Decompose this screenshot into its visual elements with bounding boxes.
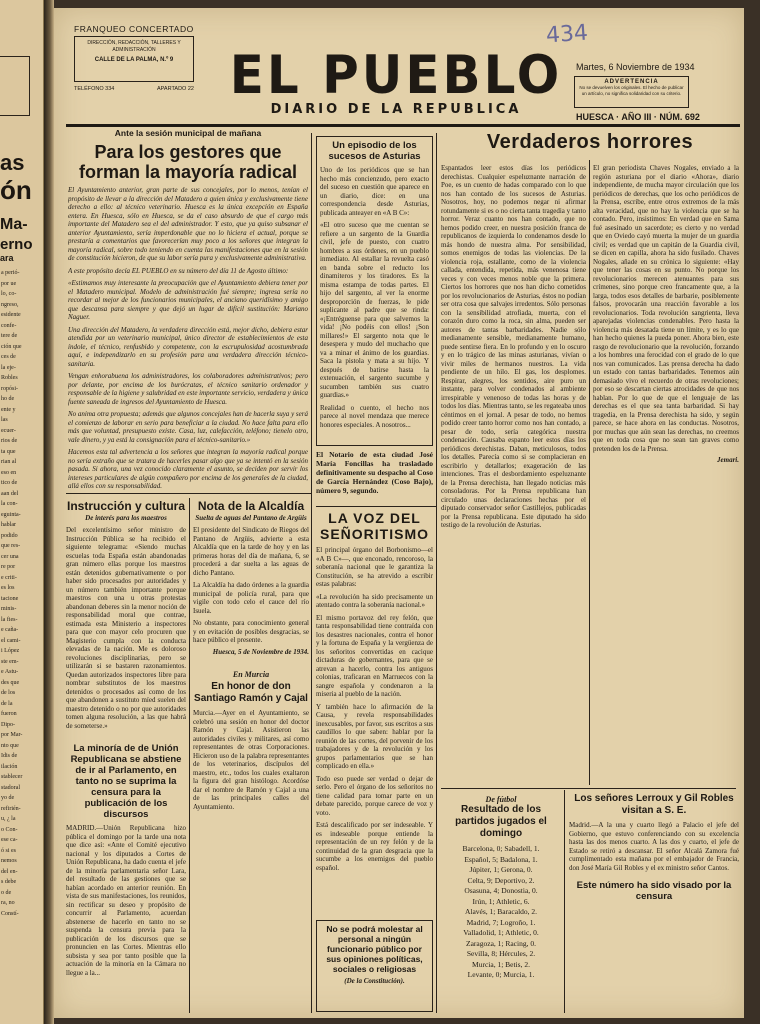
- left-line: yo de: [1, 795, 15, 801]
- article-futbol: [441, 793, 561, 1013]
- article-paragraph: «La revolución ha sido precisamente un atentado contra la soberanía nacional.»: [316, 592, 433, 609]
- constitution-box: [316, 920, 433, 1012]
- article-paragraph: Murcia.—Ayer en el Ayuntamiento, se celebró una sesión en honor del doctor Ramón y Cajal. Asistieron las autoridades civiles y militares, así como representantes de otras Corporaciones. Hicieron uso de la palabra representantes de los veterinarios, discípulos del maestro, etc., todos los cuales exaltaron la figura del gran histólogo. Acordóse dar el nombre de Ramón y Cajal a una de las principales calles del Ayuntamiento.: [193, 709, 309, 811]
- result-line: Barcelona, 0; Sabadell, 1.: [462, 844, 540, 853]
- left-line: por ue: [1, 280, 17, 287]
- left-line: ho de: [1, 396, 15, 402]
- left-stub: ón: [0, 175, 32, 205]
- left-line: e caña-: [1, 627, 19, 633]
- left-line: tacione: [1, 595, 19, 602]
- left-stub: as: [0, 150, 25, 175]
- left-line: re por: [1, 564, 16, 570]
- horrores-col-2: [593, 160, 739, 785]
- article-paragraph: «El otro suceso que me cuentan se refiere a un sargento de la Guardia civil, jefe de puesto, con cuatro hombres a sus órdenes, en un pueblo inmediato. Al estallar la revuelta casó en banda sobre el reducto los dinamiteros y los tiradores. Es la misma estampa de todas partes. El hijo del sargento, al ver la enorme desproporción de fuerzas, le pide suplicante al padre que se rinda: «¡Entréguense para que salvemos la vida! ¡No podéis con ellos! ¡Son millares!» El sargento nota que le desespera y mudo del muchacho que va a minar el ánimo de los guardias. Saca la pistola y mata a su hijo. Y después de batirse hasta la extenuación, el sargento sucumbe y sucumben también sus cuatro guardias.»: [320, 221, 429, 399]
- advert-title: ADVERTENCIA: [604, 79, 659, 85]
- handwritten-number: 434: [545, 20, 589, 49]
- article-kicker: De fútbol: [485, 795, 517, 804]
- article-episodio: [316, 136, 433, 446]
- left-stub: erno: [0, 236, 33, 253]
- left-line: el cami-: [1, 637, 21, 644]
- article-paragraph: No obstante, para conocimiento general y en evitación de posibles desgracias, se hace público el presente.: [193, 619, 309, 644]
- result-line: Celta, 9; Deportivo, 2.: [467, 875, 535, 885]
- article-paragraph: Está descalificado por ser indeseable. Y es indeseable porque entiende la representación de un rey felón y de la continuidad de la gran desgracia que la sucumbe a los enemigos del pueblo español.: [316, 821, 433, 872]
- left-line: refirién-: [1, 805, 21, 812]
- issue-number: HUESCA · AÑO III · NÚM. 692: [576, 112, 700, 122]
- left-line: la con-: [1, 501, 18, 507]
- masthead: [66, 16, 740, 128]
- results-list: [441, 844, 561, 981]
- masthead-rule: [66, 124, 740, 127]
- article-murcia: [193, 668, 309, 1013]
- left-line: rian al: [1, 459, 17, 465]
- address: CALLE DE LA PALMA, N.º 9: [94, 57, 174, 63]
- left-line: cer una: [1, 553, 19, 560]
- article-signature: Huesca, 5 de Noviembre de 1934.: [212, 647, 309, 656]
- column-rule: [589, 160, 590, 785]
- left-line: rios de: [1, 438, 18, 444]
- issue-date: Martes, 6 Noviembre de 1934: [576, 62, 695, 72]
- article-headline: Instrucción y cultura: [66, 500, 186, 513]
- article-alcaldia: [193, 500, 309, 665]
- left-line: ente y: [1, 406, 16, 413]
- horrores-head: [441, 130, 739, 160]
- article-paragraph: No anima otra propuesta; además que algunos concejales han de hacerla suya y será el comienzo de laborar en serio para beneficiar a la ciudad. No hace falta para ello más que voluntad, presupuesto existe. Casa, luz, calefacción, teléfono; tienelo otro, vale dinero, y ya está la consignación para el técnico-sanitario.»: [68, 410, 308, 444]
- article-paragraph: Hacemos esta tal advertencia a los señores que integran la mayoría radical porque no sería extraño que se tratara de hacerles pasar algo que ya se intentó en la sesión pasada. Si ahora, una vez conocido claramente el asunto, se deciden por servir los intereses particulares de algún compañero por encima de los generales de la ciudad, allá ellos con su responsabilidad.: [68, 448, 308, 490]
- franqueo-label: FRANQUEO CONCERTADO: [74, 24, 194, 34]
- left-line: nto que: [1, 742, 19, 749]
- article-signature: Jemari.: [717, 456, 739, 464]
- left-line: stablecer: [1, 774, 23, 780]
- left-line: lo, co-: [1, 291, 17, 297]
- article-subheadline: De interés para los maestros: [85, 514, 167, 522]
- left-line: eso en: [1, 469, 17, 476]
- result-line: Español, 5; Badalona, 1.: [464, 854, 538, 864]
- left-line: Idis de: [1, 753, 18, 759]
- article-paragraph: La Alcaldía ha dado órdenes a la guardia municipal de policía rural, para que vigile con todo celo el cauce del río Isuela.: [193, 581, 309, 615]
- left-line: a perió-: [1, 270, 20, 276]
- left-line: ilación: [1, 763, 18, 770]
- notario-notice: [316, 450, 433, 504]
- adjacent-page: [0, 0, 44, 1024]
- left-line: Robles: [1, 375, 18, 381]
- article-headline: LA VOZ DEL SEÑORITISMO: [319, 510, 429, 542]
- column-rule: [564, 790, 565, 1013]
- constitution-cite: (De la Constitución).: [344, 977, 405, 985]
- left-line: stadoral: [1, 784, 20, 791]
- left-line: fueron: [1, 711, 17, 717]
- left-line: o Con-: [1, 826, 18, 833]
- address-box: [74, 36, 194, 82]
- left-text-column: [0, 268, 22, 919]
- left-line: tico de: [1, 480, 18, 486]
- column-rule: [189, 498, 190, 1013]
- left-line: ste em-: [1, 658, 19, 665]
- newspaper-subtitle: DIARIO DE LA REPUBLICA: [270, 102, 522, 117]
- constitution-text: No se podrá molestar al personal a ningún funcionario público por sus opiniones políticas, sociales o religiosas: [326, 924, 423, 974]
- left-line: ción que: [1, 343, 22, 350]
- left-line: ese ca-: [1, 837, 18, 843]
- left-line: minis-: [1, 606, 17, 612]
- left-line: ecuer-: [1, 427, 16, 434]
- left-line: s debe: [1, 879, 17, 885]
- left-line: des que: [1, 679, 20, 686]
- article-paragraph: A este propósito decía EL PUEBLO en su número del día 11 de Agosto último:: [68, 266, 289, 275]
- left-line: hablar: [1, 522, 16, 528]
- article-paragraph: Uno de los periódicos que se han hecho más concienzudo, pero exacto del suceso en cuestión que aparece en un diario, dice: en una correspondencia desde Asturias, publicada anteayer en «A B C»:: [320, 166, 429, 217]
- result-line: Sevilla, 8; Hércules, 2.: [466, 949, 536, 958]
- left-line: e Astu-: [1, 669, 19, 675]
- result-line: Murcia, 1; Betis, 2.: [472, 959, 530, 969]
- left-line: e criti-: [1, 574, 17, 581]
- row-rule: [316, 506, 436, 507]
- article-headline: Un episodio de los sucesos de Asturias: [328, 140, 421, 162]
- article-paragraph: MADRID.—Unión Republicana hizo pública el domingo por la tarde una nota que dice así: «Ante el Comité ejecutivo nacional y los diputados a Cortes de Unión Republicana, ha dado cuenta el jefe de la minoría parlamentaria señor Lara, del resultado de las gestiones que se habían acordado en anterior reunión. En vista de sus manifestaciones, los reunidos, sin rectificar su deseo y propósito de concurrir al Parlamento, acuerdan abstenerse de hacerlo en tanto no se suspenda la censura previa para la publicación de los discursos que se pronuncien en las Cortes. Mientras ello subsista y sea por tanto posible que la actuación de la minoría en la Cámara no llegue a la...: [66, 824, 186, 977]
- row-rule: [441, 788, 736, 789]
- article-kicker: En Murcia: [232, 670, 270, 679]
- article-lerroux: [569, 793, 739, 1013]
- article-headline: En honor de don Santiago Ramón y Cajal: [194, 681, 308, 704]
- article-headline: La minoría de de Unión Republicana se abstiene de ir al Parlamento, en tanto no se suprima la censura para la publicación de los discursos: [70, 743, 182, 820]
- newspaper-page: [54, 8, 744, 1018]
- censura-footer: Este número ha sido visado por la censura: [576, 880, 732, 902]
- article-paragraph: El mismo portavoz del rey felón, que tanta responsabilidad tiene contraída con los desastres nacionales, contra el honor y la fortuna de España y la vergüenza de los señoritos convertidas en cacique dictaduras de gobernantes, para que se atrevan a hacerlo, contra los antiguos colonias, traficaran en Marruecos con la sangre española y condenaron a la miseria al pueblo de la nación.: [316, 613, 433, 698]
- left-line: ropósi-: [1, 385, 18, 392]
- article-paragraph: El gran periodista Chaves Nogales, enviado a la región asturiana por el diario «Ahora», diario independiente, de mucha mayor circulación que los periódicos de derechas, que los ocho periódicos de la Prensa, escribe, entre otros extremos de la más alta veracidad, que no hay la violencia que se ha contado. Pero, insistimos: En verdad que en Sama fué asesinado un sacerdote; es cierto y no verdad que en Oviedo cayó muerta la mujer de un guardia civil; es verdad que un capitán de la Guardia civil, se dicen en capilla, ahora ha sido fusilado. Chaves Nogales, añade en su crónica lo siguiente: «Hay que tener las cosas en su punto. No porque los revolucionarios merecen atenuantes para sus crímenes, sino porque creo francamente que, a la larga, todos esos detalles de barbarie, posiblemente falsos, provocarán una reacción favorable a los revolucionarios. Toda revolución sangrienta, lleva aparejadas violencias condenables. Pero hasta la violencia más desatada tiene un límite, y es lo que han hecho quienes la pueda poner. Ahora bien, este rasgo de revolucionario que la revolución, forzando a los hombres una ferocidad con el grado de lo que nos van comunicados. Las prensa derecha ha dado un estado con tantas barbaridades. Tenemos aún demasiado vivo el recuerdo de otras revoluciones; por eso se descartan ciertas atrocidades de que nos hablan. Por lo que de que el lenguaje de las derechas es el que sea tanta barbaridad. Si hay tragedia, en la Prensa derechista ha sido, y según parece, se hace ahora en las conductas. Nosotros, por muchas que aún sean las derechas, no creemos que en toda cosa que no sean tan graves como pretenden los de la Prensa.: [593, 164, 739, 453]
- left-box: [0, 56, 30, 116]
- article-gestores: [68, 128, 308, 493]
- left-line: la fies-: [1, 616, 18, 623]
- left-line: que res-: [1, 543, 21, 549]
- left-stub: Ma-: [0, 216, 28, 233]
- left-line: tere de: [1, 333, 18, 339]
- article-headline: Nota de la Alcaldía: [197, 500, 305, 513]
- result-line: Alavés, 1; Baracaldo, 2.: [464, 907, 538, 916]
- left-line: eguinta-: [1, 511, 21, 518]
- result-line: Júpiter, 1; Gerona, 0.: [469, 865, 533, 874]
- article-subheadline: Suelta de aguas del Pantano de Argüis: [195, 514, 307, 522]
- result-line: Osasuna, 4; Donostia, 0.: [464, 886, 538, 895]
- row-rule: [66, 493, 311, 494]
- left-line: ngreso,: [1, 301, 19, 308]
- article-paragraph: Todo eso puede ser verdad o dejar de serlo. Pero el órgano de los señoritos no tiene calidad para tomar parte en un debate parecido, porque carece de voz y voto.: [316, 774, 433, 817]
- left-stub: ara: [0, 253, 14, 263]
- advert-text: No se devuelven los originales. El hecho de publicar un artículo, no significa solidaridad con su criterio.: [579, 85, 684, 96]
- left-line: ó si es: [1, 847, 16, 854]
- article-instruccion: [66, 500, 186, 740]
- article-paragraph: Y también hace lo afirmación de la Causa, y revela responsabilidades inexcusables, por favor, sus escritos a sus caudillos lo que saben: hablar por la reunión de las cortes, del porvenir de los trabajadores y de la revolución y los grupos parlamentarios que se han complicado en ella.»: [316, 702, 433, 770]
- dir-line: ADMINISTRACIÓN: [112, 47, 156, 53]
- article-paragraph: Una dirección del Matadero, la verdadera dirección está, mejor dicho, debiera estar atendida por un veterinario municipal, único director de establecimientos de esta índole, el técnico, renfusbido y competente, con la escrupulosidad acostumbrada aquí, e independizarlo en su profesión para una verdadera dirección técnico-sanitaria.: [68, 325, 308, 368]
- result-line: Madrid, 7; Logroño, 1.: [466, 917, 536, 927]
- horrores-col-1: [441, 160, 586, 785]
- article-paragraph: Vengan enhorabuena los administradores, los colaboradores administrativos; pero por delante, por encima de los burócratas, el técnico sanitario ordenador y responsable de la higiene y salubridad en este importante servicio, verdadera y única fuente saneada de ingresos del Ayuntamiento de Huesca.: [68, 372, 308, 406]
- left-line: podido: [1, 532, 18, 539]
- result-line: Zaragoza, 1; Racing, 0.: [466, 938, 536, 948]
- left-line: o de: [1, 889, 12, 896]
- left-line: del en-: [1, 868, 18, 875]
- left-line: ta que: [1, 448, 16, 455]
- result-line: Irún, 1; Athletic, 6.: [472, 896, 530, 906]
- left-line: Dipo-: [1, 721, 15, 728]
- notario-text: El Notario de esta ciudad José María Foncillas ha trasladado definitivamente su despacho al Coso de García Hernández (Coso Bajo), número 9, segundo.: [316, 450, 433, 495]
- left-line: aan del: [1, 490, 19, 497]
- left-line: u, ¿ la: [1, 816, 16, 822]
- article-paragraph: El presidente del Sindicato de Riegos del Pantano de Argüis, advierte a esta Alcaldía que en la tarde de hoy y en las primeras horas del día de mañana, 6, se procederá a dar suelta a las aguas de dicho Pantano.: [193, 526, 309, 577]
- article-headline: Para los gestores que forman la mayoría radical: [78, 142, 298, 182]
- column-rule: [436, 133, 437, 1013]
- article-headline: Resultado de los partidos jugados el domingo: [455, 804, 547, 839]
- article-paragraph: El principal órgano del Borbonismo—el «A B C»—, que enconado, rencoroso, la soberanía nacional que le garantiza la Constitución, se ha atrevido a escribir estas palabras:: [316, 546, 433, 588]
- advert-box: [574, 76, 689, 108]
- left-line: esidente: [1, 312, 21, 318]
- newspaper-title: EL PUEBLO: [229, 44, 563, 106]
- result-line: Levante, 0; Murcia, 1.: [467, 970, 535, 979]
- article-paragraph: Espantados leer estos días los periódicos derechistas. Cualquier espeluznante narración de Poe, es un cuento de hadas comparado con lo que nos han contado de los sucesos de Asturias. Nosotros, hoy, no podemos negar ni afirmar rotundamente si es o no cierta tanta tragedia y tanto horror. Veraz cuanto nos han contado, que no hemos podido creer, en nuestra posición franca de republicanos de izquierda lo condenamos desde lo más hondo de nuestra alma. Por sensibilidad, somos enemigos de todas las violencias. De la violencia roja, estallante, como de la violencia callada, entendida, repetida, más venenosa tiene veces y con veces menos noble que la primera. Ciertos los horrores que nos han dicho cometidos por los revolucionarios de Asturias, éstos no podían ser otra cosa que salvajes irredentos. Sólo personas con la sensibilidad atrofiada, muerta, con el corazón duro como la roca, sin alma, pueden ser autores de tantas barbaridades. Nadie sólo medianamente sensible, medianamente humano, puede sentirse fiera. En lo profundo y en lo oscuro y en lo trágico de las minas asturianas, vivían o vivir miles de hermanos nuestros. La vida pendiente de un hilo. El gas, los desplomes. Respirar, alegres, los sentidos, aire puro un instante, para volver condenados al ambiente irrespirable y venenoso de todas las horas y de todos los días. Mientras tanto, se les regateaba unos céntimos en el jornal. A pesar de todo, no hemos podido creer tanto horror como nos han contado, a pesar de todo, sería categórica nuestra condenación. Causaba espanto leer estos días los periódicos derechistas. Daban, meticulosos, todos los detalles. Parecía como si se complacieran en escribirlo y detallarlos; exageración de las intenciones. Tras el desbordamiento espeluznante de la Prensa derechista, han llegado noticias más consoladoras. Por la Prensa republicana han circulado unas declaraciones hechas por el diputado conservador señor Castillejos, publicadas por la Prensa republicana. Este diputado ha sido testigo de la revolución de Asturias.: [441, 164, 586, 529]
- left-line: por Mar-: [1, 732, 23, 738]
- column-rule: [311, 133, 312, 1013]
- left-line: nemos: [1, 858, 17, 864]
- article-paragraph: Realidad o cuento, el hecho nos parece al novel mendaza que merece honores especiales. A nosotros...: [320, 403, 429, 429]
- phone-row: [74, 86, 194, 92]
- article-headline: Verdaderos horrores: [486, 131, 694, 153]
- left-line: las: [1, 417, 8, 423]
- left-line: ra, no: [1, 900, 15, 906]
- left-line: es los: [1, 585, 15, 591]
- article-paragraph: Del excelentísimo señor ministro de Instrucción Pública se ha recibido el siguiente telegrama: «Siendo muchas escuelas toda España están abandonadas gran número ellas porque los maestros están detenidos gubernativamente o por haber sido procesados por autoridades y un número también importante porque maestros con una u otras protestas abandonan deberes sin la menor noción de responsabilidad moral que contrae, estimada esta Ministerio a inspectores para que con mayor celo procuren que Magisterio cumpla con la conducta elevadas de la nación. Me es doloroso revoluciones disciplinarias, pero se utilizarán si se bastaren razonamientos. Quedan autorizados inspectores libre para nombrar substitutos de los maestros detenidos o procesados así como de los que abandonen a sustituto míed suelen del maestro detenido o no por que autoridades tomen alguna resolución, a las que habrá de someterse.»: [66, 526, 186, 730]
- article-senoritismo: [316, 510, 433, 918]
- left-line: confe-: [1, 322, 17, 329]
- article-paragraph: Madrid.—A la una y cuarto llegó a Palacio el jefe del Gobierno, que estuvo conferenciando con su excelencia hasta las dos menos cuarto. A las dos y cuarto, el jefe de Estado se retiró a descansar. El señor Alcalá Zamora fué cumplimentado esta mañana por el embajador de Francia, don José María Gil Robles y el ex ministro señor Cantos.: [569, 821, 739, 872]
- telefono: TELÉFONO 334: [74, 86, 115, 92]
- article-kicker: Ante la sesión municipal de mañana: [114, 128, 262, 138]
- article-censura: [66, 743, 186, 1013]
- article-headline: Los señores Lerroux y Gil Robles visitan a S. E.: [574, 793, 734, 816]
- left-line: i López: [1, 648, 20, 654]
- left-line: la eje-: [1, 364, 16, 371]
- left-line: ces de: [1, 354, 16, 360]
- left-line: de los: [1, 690, 16, 696]
- dir-line: DIRECCIÓN, REDACCIÓN, TALLERES Y: [87, 40, 181, 46]
- left-line: de la: [1, 700, 13, 707]
- binding-gutter: [44, 0, 54, 1024]
- article-paragraph: El Ayuntamiento anterior, gran parte de sus concejales, por lo menos, tenían el propósito de llevar a la dirección del Matadero a quien única y exclusivamente tiene derecho a ello: al técnico veterinario. Huesca es la única excepción en España entera. En Huesca, sólo en Huesca, se da el caso absurdo de que el cargo más importante del Matadero sea el del administrador. Y esto, que ya quiso subsanar el anterior Ayuntamiento, sería imperdonable que no lo hiciera el actual, porque se prestaría a comentarios que favorecerían muy poco a los señores que integran la mayoría radical, sobre todo teniendo en cuenta las manifestaciones que en la sesión de constitución hicieron, de que su labor sería pura y exclusivamente administrativa.: [68, 186, 308, 262]
- result-line: Valladolid, 1; Athletic, 0.: [463, 928, 539, 937]
- apartado: APARTADO 22: [157, 86, 194, 92]
- article-paragraph: «Estimamos muy interesante la preocupación que el Ayuntamiento debiera tener por el Matadero municipal. Modelo de administración fué siempre; ingresa sería no recordar al mejor de los funcionarios municipales, el anciano queridísimo y amigo que descansa para siempre y que dejó un lugar de difícil sustitución: Mariano Naguer.: [68, 279, 308, 321]
- left-line: Constí-: [1, 910, 19, 917]
